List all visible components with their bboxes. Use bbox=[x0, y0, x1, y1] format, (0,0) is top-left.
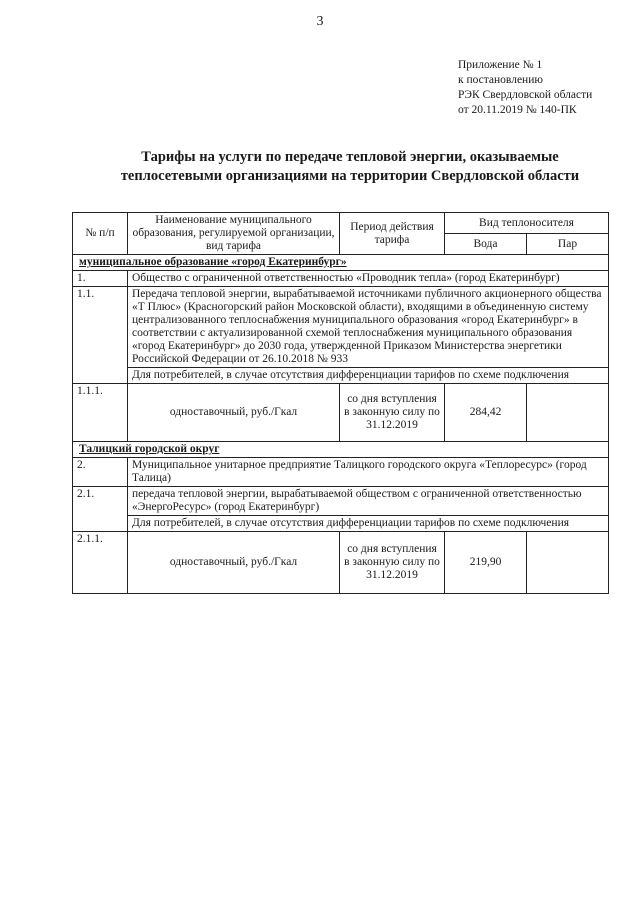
table-row bbox=[73, 287, 609, 368]
table-row bbox=[73, 516, 609, 532]
consumers-note: Для потребителей, в случае отсутствия дифференциации тарифов по схеме подключения bbox=[128, 516, 609, 532]
rate-steam bbox=[527, 532, 609, 594]
document-title bbox=[80, 148, 620, 186]
consumers-note: Для потребителей, в случае отсутствия дифференциации тарифов по схеме подключения bbox=[128, 368, 609, 384]
row-num: 2. bbox=[73, 458, 128, 487]
rate-steam bbox=[527, 384, 609, 442]
table-header-row bbox=[73, 213, 609, 234]
rate-water: 219,90 bbox=[445, 532, 527, 594]
row-num: 1.1.1. bbox=[73, 384, 128, 442]
section-row bbox=[73, 255, 609, 271]
header-carrier: Вид теплоносителя bbox=[445, 213, 609, 234]
section-row bbox=[73, 442, 609, 458]
row-num: 1. bbox=[73, 271, 128, 287]
header-name: Наименование муниципального образования, регулируемой организации, вид тарифа bbox=[128, 213, 340, 255]
row-num: 1.1. bbox=[73, 287, 128, 384]
table-row bbox=[73, 368, 609, 384]
header-steam: Пар bbox=[527, 234, 609, 255]
tariff-table bbox=[72, 212, 609, 594]
header-period: Период действия тарифа bbox=[340, 213, 445, 255]
appendix-line: от 20.11.2019 № 140-ПК bbox=[458, 104, 577, 116]
header-water: Вода bbox=[445, 234, 527, 255]
appendix-line: РЭК Свердловской области bbox=[458, 89, 593, 101]
service-description: передача тепловой энергии, вырабатываемой обществом с ограниченной ответственностью «ЭнергоРесурс» (город Екатеринбург) bbox=[128, 487, 609, 516]
section-title: муниципальное образование «город Екатеринбург» bbox=[73, 255, 609, 271]
organization-name: Общество с ограниченной ответственностью «Проводник тепла» (город Екатеринбург) bbox=[128, 271, 609, 287]
row-num: 2.1.1. bbox=[73, 532, 128, 594]
header-num: № п/п bbox=[73, 213, 128, 255]
rate-period: со дня вступления в законную силу по 31.12.2019 bbox=[340, 384, 445, 442]
appendix-block bbox=[458, 58, 592, 118]
table-row bbox=[73, 271, 609, 287]
organization-name: Муниципальное унитарное предприятие Талицкого городского округа «Теплоресурс» (город Талица) bbox=[128, 458, 609, 487]
rate-type: одноставочный, руб./Гкал bbox=[128, 384, 340, 442]
section-title: Талицкий городской округ bbox=[73, 442, 609, 458]
appendix-line: к постановлению bbox=[458, 74, 543, 86]
table-row bbox=[73, 384, 609, 442]
rate-period: со дня вступления в законную силу по 31.12.2019 bbox=[340, 532, 445, 594]
title-line: теплосетевыми организациями на территории Свердловской области bbox=[120, 168, 580, 184]
table-row bbox=[73, 487, 609, 516]
page-number: 3 bbox=[316, 14, 324, 29]
title-line: Тарифы на услуги по передаче тепловой энергии, оказываемые bbox=[141, 149, 559, 165]
table-row bbox=[73, 458, 609, 487]
table-row bbox=[73, 532, 609, 594]
appendix-line: Приложение № 1 bbox=[458, 59, 543, 71]
service-description: Передача тепловой энергии, вырабатываемой источниками публичного акционерного общества «Т Плюс» (Красногорский район Московской области), входящими в объединенную систему централизованного теплоснабжения муниципального образования «город Екатеринбург» в соответствии с актуализированной схемой теплоснабжения муниципального образования «город Екатеринбург» до 2030 года, утвержденной Приказом Министерства энергетики Российской Федерации от 26.10.2018 № 933 bbox=[128, 287, 609, 368]
rate-type: одноставочный, руб./Гкал bbox=[128, 532, 340, 594]
rate-water: 284,42 bbox=[445, 384, 527, 442]
row-num: 2.1. bbox=[73, 487, 128, 532]
